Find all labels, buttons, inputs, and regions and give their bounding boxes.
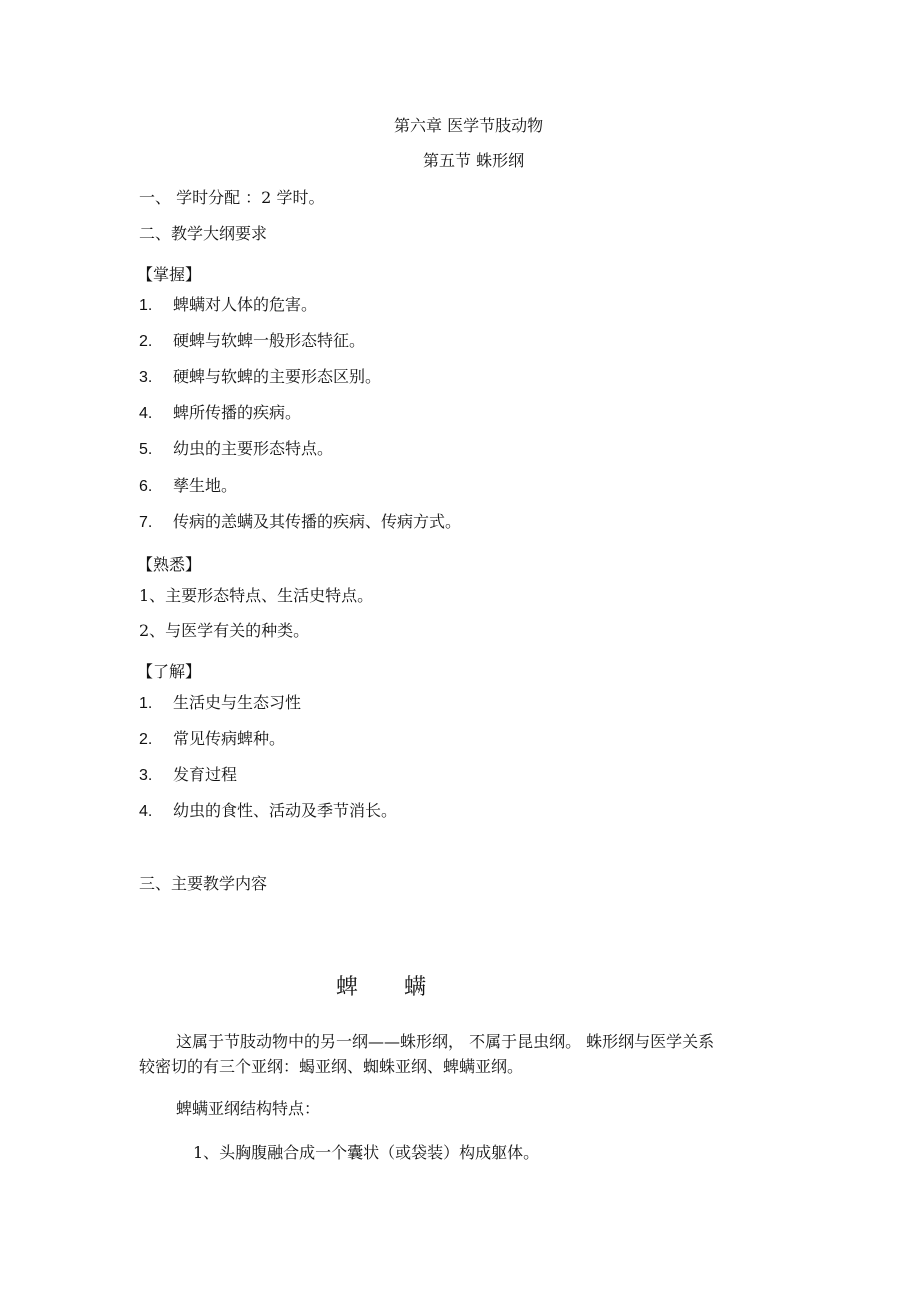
item-text: 硬蜱与软蜱一般形态特征。 [173,331,366,350]
understand-heading: 【了解】 [137,662,202,681]
item-text: 幼虫的主要形态特点。 [173,439,334,458]
master-heading: 【掌握】 [137,265,202,284]
item-text: 常见传病蜱种。 [173,729,286,748]
understand-item-3 [139,765,237,786]
master-item-4 [139,403,301,424]
familiar-item-1: 1、主要形态特点、生活史特点。 [139,586,374,605]
main-content-heading: 三、主要教学内容 [139,874,268,893]
understand-item-4 [139,801,397,822]
item-text: 传病的恙螨及其传播的疾病、传病方式。 [173,512,462,531]
item-number: 2. [139,333,153,350]
item-text: 生活史与生态习性 [173,693,302,712]
item-text: 发育过程 [173,765,238,784]
master-item-2 [139,331,365,352]
item-text: 孳生地。 [173,476,238,495]
item-number: 6. [139,478,153,495]
item-text: 幼虫的食性、活动及季节消长。 [173,801,398,820]
item-text: 硬蜱与软蜱的主要形态区别。 [173,367,382,386]
item-number: 7. [139,514,153,531]
item-number: 3. [139,767,153,784]
item-number: 1. [139,297,153,314]
topic-title-char-1: 蜱 [336,975,361,1000]
familiar-heading: 【熟悉】 [137,555,202,574]
paragraph-3: 1、头胸腹融合成一个囊状（或袋装）构成躯体。 [193,1143,540,1162]
item-text: 蜱所传播的疾病。 [173,403,302,422]
section-title: 第五节 蛛形纲 [423,151,525,170]
item-text: 蜱螨对人体的危害。 [173,295,318,314]
topic-title-char-2: 螨 [404,975,429,1000]
item-number: 5. [139,441,153,458]
master-item-6 [139,476,237,497]
paragraph-2: 蜱螨亚纲结构特点： [176,1099,321,1118]
item-number: 2. [139,731,153,748]
item-number: 1. [139,695,153,712]
understand-item-1 [139,693,301,714]
item-number: 4. [139,405,153,422]
item-number: 4. [139,803,153,820]
familiar-item-2: 2、与医学有关的种类。 [139,621,310,640]
item-number: 3. [139,369,153,386]
master-item-1 [139,295,317,316]
master-item-3 [139,367,381,388]
syllabus-heading: 二、教学大纲要求 [139,224,268,243]
master-item-7 [139,512,461,533]
paragraph-1-line-2: 较密切的有三个亚纲：蝎亚纲、蜘蛛亚纲、蜱螨亚纲。 [139,1057,524,1076]
paragraph-1-line-1: 这属于节肢动物中的另一纲——蛛形纲， 不属于昆虫纲。 蛛形纲与医学关系 [176,1032,715,1051]
understand-item-2 [139,729,285,750]
chapter-title: 第六章 医学节肢动物 [394,116,544,135]
topic-title [336,975,428,1001]
master-item-5 [139,439,333,460]
hours-allocation: 一、 学时分配 ：2 学时。 [139,188,325,207]
